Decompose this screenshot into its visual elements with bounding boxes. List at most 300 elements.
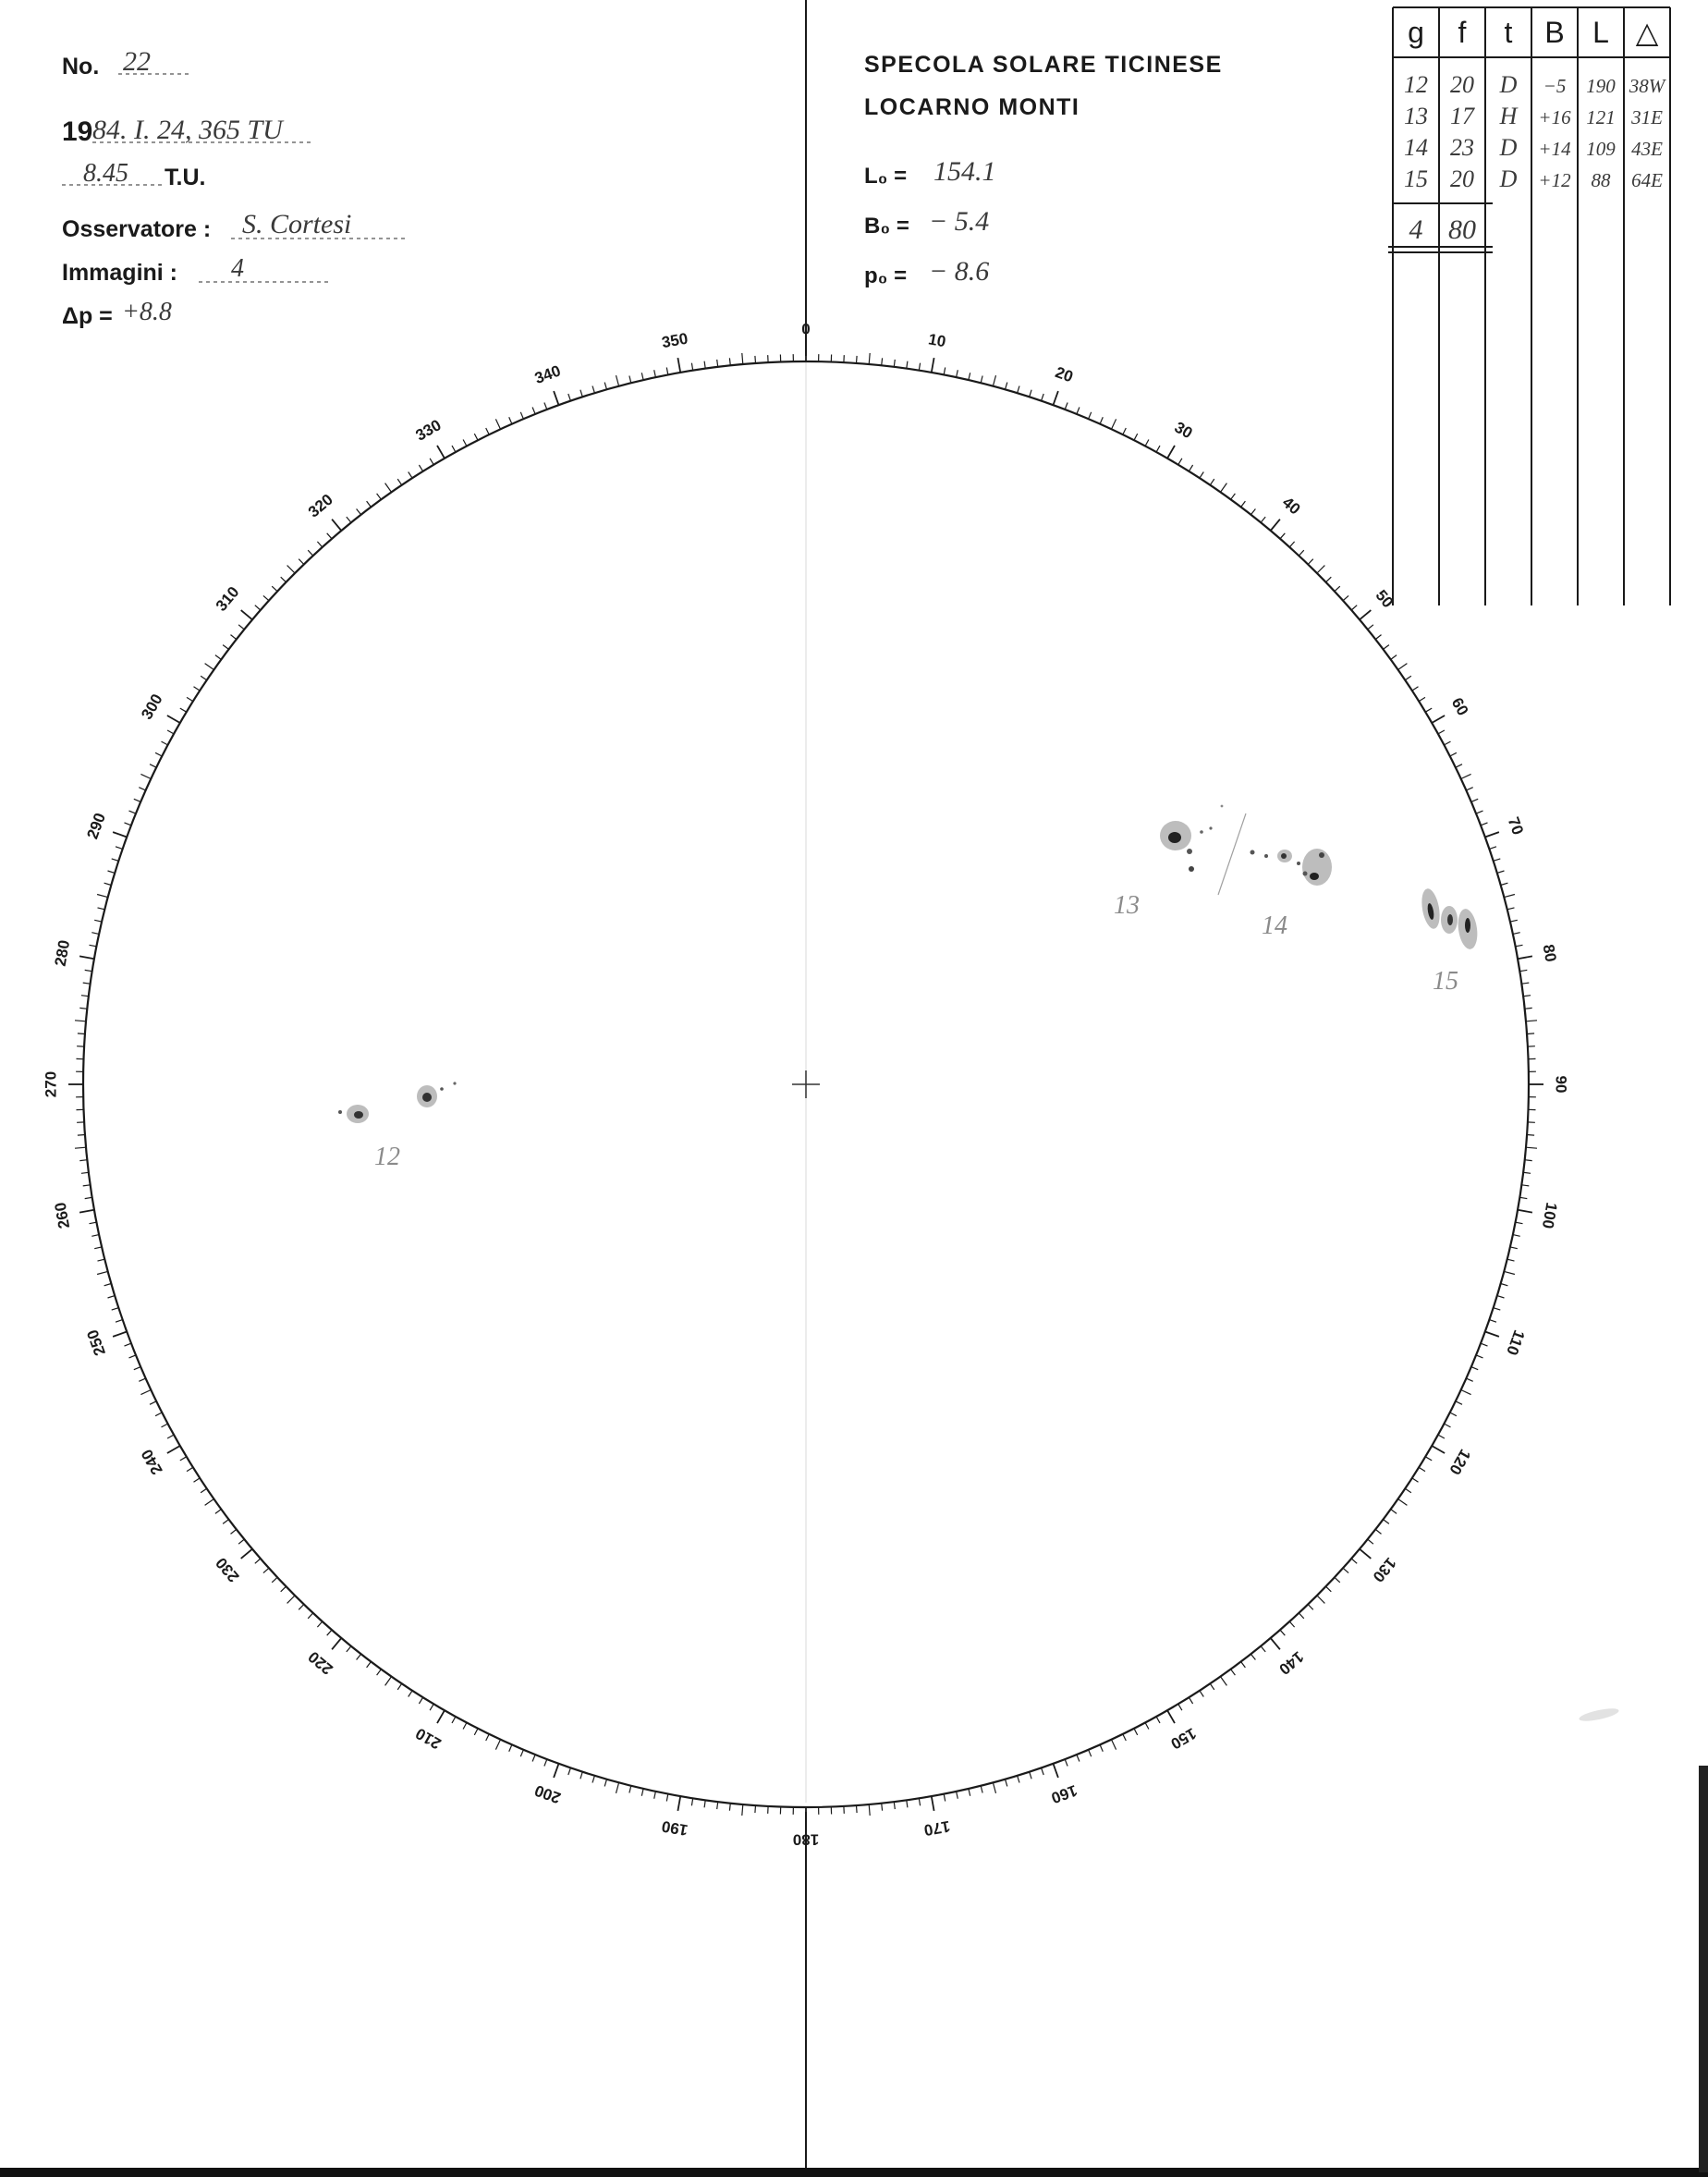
scale-tick — [654, 370, 656, 377]
scale-tick — [1516, 945, 1523, 947]
scale-label: 110 — [1503, 1327, 1529, 1358]
scale-tick — [1375, 635, 1381, 640]
scale-tick — [1189, 465, 1192, 471]
scale-tick — [1250, 509, 1255, 515]
scale-label: 90 — [1552, 1075, 1570, 1094]
scale-tick — [1289, 1621, 1294, 1627]
scale-tick — [729, 1804, 730, 1811]
scale-tick — [1006, 383, 1007, 390]
scale-tick — [1042, 394, 1044, 401]
scale-tick — [1241, 501, 1246, 507]
table-cell-l: 88 — [1591, 169, 1611, 191]
scale-tick — [162, 1424, 168, 1427]
scale-tick — [717, 1802, 718, 1809]
scale-tick — [1513, 933, 1520, 935]
scale-tick — [1271, 1638, 1280, 1649]
time-value: 8.45 — [83, 159, 128, 188]
scale-tick — [155, 752, 162, 756]
scale-tick — [474, 434, 478, 440]
scale-tick — [520, 412, 523, 419]
scale-tick — [205, 664, 214, 670]
scale-label: 320 — [304, 490, 336, 521]
scale-tick — [308, 1613, 313, 1619]
scale-tick — [125, 1343, 131, 1346]
scale-tick — [1471, 799, 1478, 801]
scale-tick — [129, 811, 136, 813]
scale-tick — [592, 1776, 594, 1783]
scale-tick — [180, 708, 187, 712]
scale-label: 220 — [304, 1647, 336, 1679]
scale-tick — [332, 1638, 341, 1649]
scale-tick — [1526, 1147, 1537, 1148]
scale-tick — [463, 1723, 467, 1730]
scale-tick — [377, 494, 382, 499]
scale-label: 130 — [1369, 1554, 1400, 1586]
scale-tick — [1368, 625, 1373, 630]
scale-tick — [1510, 920, 1518, 922]
scale-tick — [241, 1549, 252, 1559]
scale-tick — [1523, 1172, 1531, 1173]
scale-label: 270 — [42, 1070, 60, 1098]
scale-tick — [1261, 517, 1265, 522]
scale-tick — [1054, 1764, 1058, 1778]
scale-tick — [97, 895, 108, 898]
scale-tick — [397, 479, 402, 485]
sunspot-group-14 — [1250, 849, 1333, 940]
scale-tick — [98, 1259, 105, 1261]
scale-tick — [907, 361, 908, 369]
scale-tick — [544, 403, 547, 410]
scale-tick — [78, 1135, 85, 1136]
scale-tick — [755, 356, 756, 363]
scale-tick — [1280, 1630, 1285, 1635]
scale-label: 170 — [922, 1816, 952, 1840]
scale-label: 50 — [1372, 586, 1397, 612]
scale-tick — [869, 1804, 870, 1816]
scan-edge-bottom — [0, 2168, 1708, 2177]
scale-tick — [1519, 1197, 1527, 1198]
scale-tick — [691, 363, 692, 371]
scale-tick — [1461, 774, 1471, 778]
scale-tick — [223, 1520, 228, 1524]
scale-tick — [83, 1185, 91, 1186]
scale-tick — [113, 832, 127, 837]
scale-tick — [1521, 983, 1529, 984]
scale-tick — [957, 1792, 958, 1799]
scale-tick — [419, 1697, 422, 1704]
scale-tick — [742, 353, 743, 364]
scale-tick — [1100, 417, 1103, 423]
delta-p-value: +8.8 — [122, 298, 172, 326]
scale-tick — [1317, 566, 1324, 573]
scale-tick — [1210, 479, 1214, 485]
scale-tick — [1445, 1424, 1451, 1427]
scale-tick — [139, 788, 145, 790]
scale-label: 210 — [412, 1724, 445, 1753]
images-value: 4 — [231, 254, 244, 283]
scale-tick — [79, 1210, 94, 1213]
time-unit: T.U. — [165, 165, 206, 190]
table-cell-g: 15 — [1404, 165, 1428, 192]
scale-tick — [629, 1786, 631, 1793]
scale-tick — [377, 1669, 382, 1675]
scale-tick — [327, 533, 332, 539]
scale-tick — [981, 1786, 982, 1793]
scale-tick — [231, 635, 237, 640]
scale-label: 250 — [83, 1327, 110, 1359]
scale-tick — [532, 1755, 535, 1761]
scale-tick — [437, 446, 445, 459]
scale-tick — [1419, 1467, 1425, 1471]
scale-tick — [1042, 1767, 1044, 1775]
images-label: Immagini : — [62, 260, 178, 286]
scale-tick — [1476, 1355, 1482, 1358]
scale-tick — [1501, 883, 1508, 885]
scale-tick — [140, 1390, 151, 1395]
scale-tick — [857, 356, 858, 363]
scale-tick — [409, 1691, 412, 1697]
scale-tick — [919, 363, 920, 371]
scale-tick — [1466, 1378, 1472, 1381]
scale-tick — [1221, 483, 1227, 493]
scale-tick — [1241, 1662, 1246, 1668]
scale-tick — [79, 956, 94, 959]
scale-tick — [1471, 1367, 1478, 1370]
scale-tick — [1317, 1596, 1324, 1603]
scale-tick — [729, 358, 730, 365]
scale-tick — [857, 1805, 858, 1813]
scale-tick — [882, 358, 883, 365]
scale-tick — [327, 1630, 332, 1635]
scale-tick — [554, 391, 558, 405]
scale-tick — [568, 394, 571, 401]
scale-tick — [1507, 1259, 1515, 1261]
scale-tick — [580, 390, 582, 397]
p0-label: p₀ = — [864, 263, 908, 288]
table-header-b: B — [1544, 16, 1565, 49]
scale-tick — [1077, 1755, 1080, 1761]
scale-tick — [677, 1796, 680, 1811]
scale-tick — [1375, 1529, 1381, 1534]
scale-tick — [1497, 1296, 1505, 1298]
scale-tick — [1167, 1710, 1175, 1723]
scale-tick — [1513, 1235, 1520, 1237]
scale-label: 30 — [1171, 418, 1196, 443]
scale-tick — [486, 1734, 490, 1741]
scale-tick — [957, 370, 958, 377]
scale-tick — [1343, 595, 1348, 600]
scale-tick — [1335, 1577, 1340, 1583]
scale-label: 80 — [1539, 943, 1560, 964]
scale-tick — [167, 1446, 180, 1453]
scale-tick — [1335, 586, 1340, 592]
scale-tick — [317, 542, 322, 547]
scale-tick — [1221, 1677, 1227, 1686]
scale-tick — [1456, 1401, 1462, 1405]
scale-tick — [116, 847, 123, 850]
scale-tick — [150, 764, 156, 768]
scale-tick — [347, 1646, 351, 1652]
scale-tick — [1432, 715, 1445, 723]
scale-tick — [1485, 832, 1499, 837]
scale-tick — [919, 1798, 920, 1805]
scale-tick — [1476, 811, 1482, 813]
scale-label: 340 — [531, 361, 564, 388]
scale-tick — [85, 970, 92, 971]
scale-tick — [981, 376, 982, 384]
scale-tick — [167, 730, 174, 734]
scale-tick — [1516, 1222, 1523, 1224]
scale-tick — [397, 1683, 402, 1690]
scale-tick — [155, 1413, 162, 1416]
scale-tick — [1466, 788, 1472, 790]
scale-tick — [1308, 559, 1313, 565]
scale-tick — [180, 1457, 187, 1461]
table-cell-b: +14 — [1538, 138, 1571, 160]
scale-tick — [108, 1296, 116, 1298]
scale-label: 140 — [1275, 1647, 1308, 1679]
scale-tick — [532, 408, 535, 414]
table-cell-b: −5 — [1543, 75, 1567, 97]
scale-tick — [1167, 446, 1175, 459]
scale-tick — [641, 1789, 643, 1796]
scale-tick — [1504, 1271, 1515, 1274]
table-cell-g: 13 — [1404, 103, 1428, 129]
scale-tick — [1456, 764, 1462, 768]
scale-tick — [1405, 1488, 1411, 1493]
scale-tick — [1145, 440, 1149, 446]
table-cell-f: 20 — [1450, 71, 1474, 98]
scale-tick — [1054, 391, 1058, 405]
scale-tick — [592, 386, 594, 394]
scale-tick — [287, 1596, 295, 1603]
scale-label: 310 — [212, 582, 243, 615]
scale-label: 20 — [1053, 363, 1076, 386]
table-header-t: t — [1504, 16, 1513, 49]
scale-tick — [1089, 412, 1092, 419]
scale-tick — [1261, 1646, 1265, 1652]
observer-value: S. Cortesi — [242, 209, 352, 239]
scale-tick — [1351, 605, 1357, 610]
scale-tick — [272, 1577, 277, 1583]
scale-tick — [419, 465, 422, 471]
scale-tick — [357, 509, 361, 515]
scale-tick — [104, 883, 112, 885]
scale-tick — [255, 605, 261, 610]
table-cell-t: H — [1499, 103, 1518, 129]
scale-tick — [1299, 1613, 1304, 1619]
scale-tick — [677, 358, 680, 373]
scale-tick — [1391, 1510, 1397, 1514]
scale-tick — [1481, 1343, 1487, 1346]
scale-tick — [108, 871, 116, 873]
scale-tick — [1405, 676, 1411, 680]
scale-tick — [347, 517, 351, 522]
scale-tick — [92, 1235, 99, 1237]
scale-tick — [1527, 1033, 1534, 1034]
header-left — [62, 46, 407, 329]
scale-tick — [495, 1740, 500, 1750]
scale-tick — [1123, 428, 1127, 434]
scale-tick — [1450, 752, 1457, 756]
scale-tick — [486, 428, 490, 434]
scale-tick — [1134, 1729, 1138, 1735]
scale-tick — [629, 376, 631, 384]
scale-tick — [1521, 1185, 1529, 1186]
scale-tick — [430, 1704, 433, 1710]
scale-tick — [112, 859, 119, 861]
scale-label: 40 — [1278, 493, 1304, 519]
scale-tick — [1280, 533, 1285, 539]
scale-tick — [79, 1008, 87, 1009]
scale-tick — [616, 1782, 619, 1793]
scale-tick — [1412, 687, 1419, 691]
scale-tick — [1398, 1499, 1408, 1506]
scale-tick — [134, 799, 140, 801]
scale-tick — [452, 446, 456, 452]
scale-tick — [1145, 1723, 1149, 1730]
table-cell-t: D — [1499, 165, 1518, 192]
scale-tick — [944, 368, 946, 375]
scale-tick — [150, 1401, 156, 1405]
scale-tick — [98, 908, 105, 910]
scale-tick — [281, 1586, 287, 1592]
scale-label: 100 — [1538, 1201, 1561, 1230]
scale-tick — [1504, 895, 1515, 898]
scale-label: 290 — [83, 810, 110, 842]
b0-label: B₀ = — [864, 214, 909, 238]
scale-label: 240 — [138, 1446, 166, 1478]
scale-tick — [367, 501, 372, 507]
scale-tick — [717, 360, 718, 367]
scale-tick — [1419, 697, 1425, 701]
scale-label: 200 — [531, 1780, 564, 1807]
scale-tick — [223, 645, 228, 650]
observatory-name: SPECOLA SOLARE TICINESE — [864, 52, 1223, 78]
table-cell-delta: 31E — [1631, 106, 1663, 128]
scale-tick — [969, 373, 970, 380]
observer-label: Osservatore : — [62, 216, 212, 242]
scale-tick — [1018, 1776, 1019, 1783]
scale-tick — [641, 373, 643, 380]
scale-tick — [1178, 1704, 1182, 1710]
scale-tick — [75, 1147, 86, 1148]
table-cell-g: 14 — [1404, 134, 1428, 161]
scale-tick — [944, 1794, 946, 1802]
scale-tick — [167, 1435, 174, 1438]
scale-tick — [187, 697, 193, 701]
scale-tick — [882, 1804, 883, 1811]
scale-tick — [1231, 1669, 1236, 1675]
header-center — [864, 52, 1223, 288]
table-cell-t: D — [1499, 134, 1518, 161]
scale-tick — [654, 1792, 656, 1799]
scale-tick — [704, 361, 705, 369]
scale-tick — [1425, 1457, 1432, 1461]
scale-tick — [81, 996, 89, 997]
scale-label: 150 — [1167, 1724, 1200, 1753]
scale-tick — [666, 1794, 668, 1802]
table-cell-b: +16 — [1538, 106, 1571, 128]
group-separator — [1218, 813, 1246, 895]
scale-tick — [299, 559, 304, 565]
scale-tick — [1494, 859, 1501, 861]
scale-tick — [894, 360, 895, 367]
scale-tick — [194, 687, 201, 691]
scale-tick — [140, 774, 151, 778]
scale-tick — [554, 1764, 558, 1778]
scale-tick — [1527, 1135, 1534, 1136]
scale-label: 330 — [412, 416, 445, 445]
scale-tick — [509, 1744, 512, 1751]
scale-tick — [666, 368, 668, 375]
scale-tick — [1450, 1413, 1457, 1416]
scale-tick — [1065, 1759, 1068, 1766]
scale-tick — [1494, 1308, 1501, 1310]
scale-tick — [993, 1782, 995, 1793]
table-cell-f: 20 — [1450, 165, 1474, 192]
scale-tick — [134, 1367, 140, 1370]
scale-tick — [1489, 1320, 1496, 1323]
scale-tick — [1065, 403, 1068, 410]
scale-tick — [94, 920, 102, 922]
scale-tick — [969, 1789, 970, 1796]
scale-tick — [1489, 847, 1496, 850]
scale-tick — [112, 1308, 119, 1310]
scale-tick — [129, 1355, 136, 1358]
sunspot-group-15 — [1419, 887, 1480, 996]
scale-tick — [287, 566, 295, 573]
scale-tick — [1501, 1284, 1508, 1286]
year-prefix: 19 — [62, 116, 93, 147]
scale-tick — [894, 1802, 895, 1809]
scale-tick — [125, 823, 131, 826]
scale-tick — [263, 1568, 269, 1572]
date-value: 84. I. 24, 365 TU — [92, 115, 283, 145]
scale-tick — [205, 1499, 214, 1506]
scale-tick — [255, 1559, 261, 1563]
scale-tick — [1210, 1683, 1214, 1690]
scale-tick — [97, 1271, 108, 1274]
scale-tick — [1231, 494, 1236, 499]
scale-tick — [162, 741, 168, 745]
scale-tick — [90, 945, 97, 947]
scale-tick — [1384, 1520, 1389, 1524]
scale-tick — [1412, 1478, 1419, 1482]
scale-tick — [215, 1510, 221, 1514]
scale-tick — [932, 1796, 934, 1811]
scale-tick — [1112, 1740, 1116, 1750]
scale-tick — [201, 676, 207, 680]
scale-tick — [1525, 1008, 1532, 1009]
scale-tick — [194, 1478, 201, 1482]
scale-tick — [1006, 1780, 1007, 1787]
scale-tick — [580, 1772, 582, 1780]
scale-tick — [1030, 1772, 1031, 1780]
l0-value: 154.1 — [933, 156, 996, 187]
no-label: No. — [62, 54, 100, 79]
scale-tick — [263, 595, 269, 600]
scale-tick — [1112, 419, 1116, 429]
scale-label: 160 — [1048, 1780, 1080, 1807]
scale-tick — [1461, 1390, 1471, 1395]
p0-value: − 8.6 — [929, 256, 990, 287]
scale-tick — [1299, 550, 1304, 556]
scale-tick — [94, 1247, 102, 1249]
scale-label: 10 — [926, 330, 947, 351]
scale-tick — [604, 1780, 606, 1787]
scale-tick — [1432, 1446, 1445, 1453]
